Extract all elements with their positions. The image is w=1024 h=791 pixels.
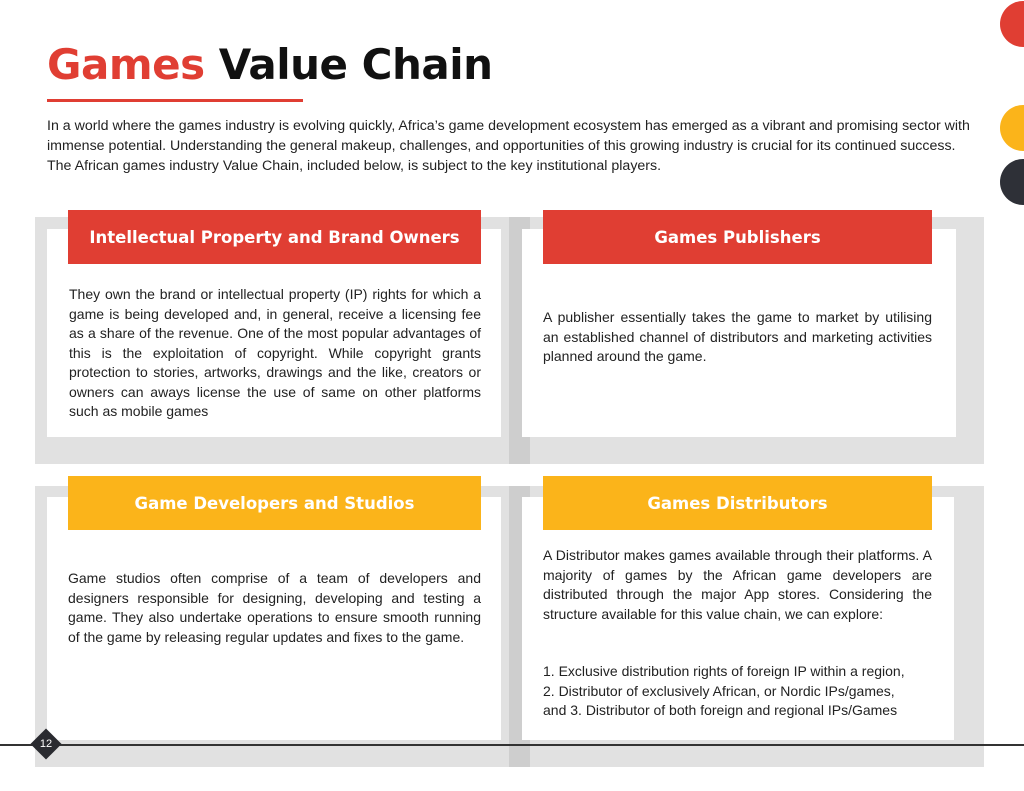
list-item: 1. Exclusive distribution rights of foreign IP within a region, bbox=[543, 663, 905, 679]
page-number: 12 bbox=[39, 738, 53, 750]
page-title bbox=[47, 38, 493, 92]
list-item: 2. Distributor of exclusively African, or Nordic IPs/games, bbox=[543, 682, 895, 699]
intro-paragraph: In a world where the games industry is evolving quickly, Africa’s game development ecosystem has emerged as a vibrant and promising sector with immense potential. Understanding the general makeup, challenges, and opportunities of this growing industry is crucial for its continued success. The African games industry Value Chain, included below, is subject to the key institutional players. bbox=[47, 118, 970, 174]
decorative-circle-dark bbox=[1000, 159, 1024, 205]
card-body: Game studios often comprise of a team of developers and designers responsible for designing, developing and testing a game. They also undertake operations to ensure smooth running of the game by releasing regular updates and fixes to the game. bbox=[68, 570, 481, 645]
decorative-circle-yellow bbox=[1000, 105, 1024, 151]
card-heading: Games Distributors bbox=[647, 493, 828, 513]
list-item: and 3. Distributor of both foreign and regional IPs/Games bbox=[543, 702, 898, 718]
card-header bbox=[68, 210, 481, 264]
page-title-rest: Value Chain bbox=[204, 40, 493, 89]
card-heading: Intellectual Property and Brand Owners bbox=[89, 227, 460, 247]
card-body: A Distributor makes games available through their platforms. A majority of games by the African game developers are distributed through the major App stores. Considering the structure available for this value chain, we can explore: bbox=[543, 547, 932, 622]
card-body: A publisher essentially takes the game to market by utilising an established channel of distributors and marketing activities planned around the game. bbox=[543, 309, 932, 364]
card-heading: Games Publishers bbox=[654, 227, 821, 247]
title-underline bbox=[47, 99, 303, 102]
decorative-circle-red bbox=[1000, 1, 1024, 47]
footer-rule bbox=[0, 744, 1024, 746]
distribution-options-list bbox=[543, 662, 932, 721]
page-title-accent: Games bbox=[47, 40, 205, 89]
card-heading: Game Developers and Studios bbox=[134, 493, 415, 513]
card-header bbox=[68, 476, 481, 530]
card-header bbox=[543, 476, 932, 530]
card-header bbox=[543, 210, 932, 264]
card-body: They own the brand or intellectual property (IP) rights for which a game is being developed and, in general, receive a licensing fee as a share of the revenue. One of the most popular advantages of this is the exploitation of copyright. While copyright grants protection to stories, artworks, drawings and the like, creators or owners can aways license the use of same on other platforms such as mobile games bbox=[69, 286, 481, 419]
